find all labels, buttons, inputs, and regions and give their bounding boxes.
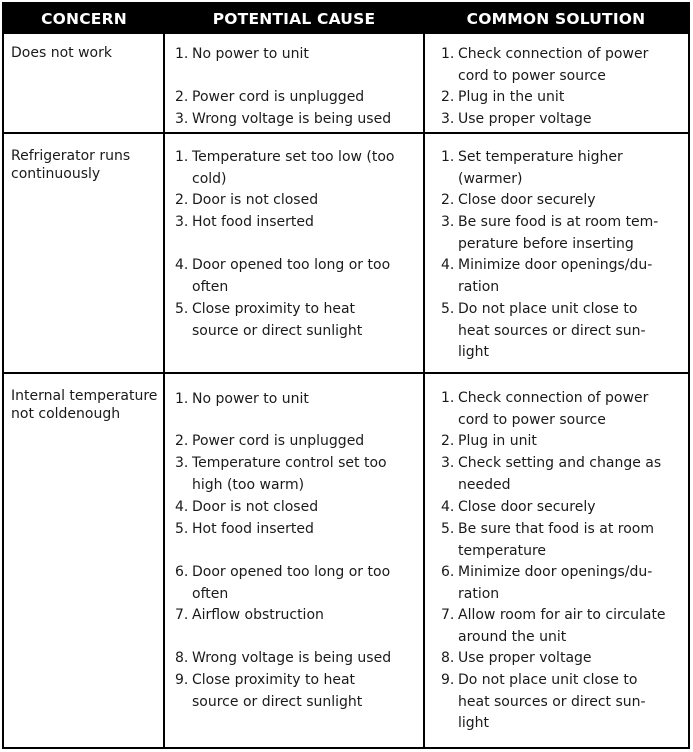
concern-cell [11,387,161,423]
item-text: cord to power source [458,67,606,84]
item-text: Hot food inserted [192,521,314,537]
item-number: 7. [441,607,455,623]
item-text: around the unit [458,628,567,645]
row-divider [4,132,688,134]
column-divider [163,34,165,747]
item-text: Door is not closed [192,192,319,208]
item-text: Check connection of power [458,390,649,406]
item-number: 4. [441,499,455,515]
item-text: No power to unit [192,391,309,407]
item-text: heat sources or direct sun- [458,693,646,710]
item-text: cord to power source [458,411,606,428]
item-number: 9. [441,672,455,688]
item-number: 4. [175,499,189,515]
item-text: (warmer) [458,170,523,187]
item-text: ration [458,278,500,295]
item-text: Check setting and change as [458,455,662,471]
item-text: Hot food inserted [192,214,314,230]
item-text: heat sources or direct sun- [458,322,646,339]
item-text: perature before inserting [458,235,634,252]
concern-cell [11,147,161,183]
item-text: Be sure food is at room tem- [458,214,659,230]
item-number: 9. [175,672,189,688]
item-number: 6. [175,564,189,580]
item-text: cold) [192,170,227,187]
item-text: temperature [458,542,546,559]
item-number: 3. [175,111,189,127]
item-text: Use proper voltage [458,111,592,127]
item-text: Wrong voltage is being used [192,111,392,127]
troubleshooting-table [2,2,690,749]
item-text: Minimize door openings/du- [458,564,653,580]
item-text: No power to unit [192,46,309,62]
item-number: 1. [441,46,455,62]
item-text: Close proximity to heat [192,672,356,688]
item-number: 2. [175,192,189,208]
item-number: 7. [175,607,189,623]
concern-cell [11,44,161,62]
item-text: Plug in unit [458,433,537,449]
item-text: light [458,715,490,732]
item-text: Door is not closed [192,499,319,515]
item-number: 3. [175,214,189,230]
item-text: Do not place unit close to [458,301,638,317]
concern-text: Does not work [11,45,112,61]
concern-text: not coldenough [11,406,121,422]
item-text: Check connection of power [458,46,649,62]
header-potential-cause: POTENTIAL CAUSE [212,10,376,28]
item-number: 2. [175,433,189,449]
item-number: 8. [175,650,189,666]
item-text: Set temperature higher [458,149,623,165]
item-number: 8. [441,650,455,666]
item-text: Airflow obstruction [192,607,324,623]
item-text: Close proximity to heat [192,301,356,317]
item-text: Temperature set too low (too [192,149,395,165]
item-number: 3. [441,455,455,471]
item-number: 6. [441,564,455,580]
item-text: Be sure that food is at room [458,521,654,537]
item-text: ration [458,585,500,602]
item-number: 1. [441,149,455,165]
column-divider [423,34,425,747]
concern-text: continuously [11,166,101,182]
item-number: 2. [441,433,455,449]
item-number: 4. [175,257,189,273]
item-text: needed [458,476,511,493]
item-text: high (too warm) [192,476,305,493]
item-text: Use proper voltage [458,650,592,666]
item-number: 5. [441,521,455,537]
item-text: Allow room for air to circulate [458,607,666,623]
item-number: 5. [441,301,455,317]
item-number: 3. [441,111,455,127]
item-text: Close door securely [458,192,596,208]
item-text: Temperature control set too [192,455,387,471]
item-number: 1. [175,46,189,62]
item-text: Power cord is unplugged [192,89,365,105]
item-text: Close door securely [458,499,596,515]
item-number: 5. [175,521,189,537]
concern-text: Internal temperature [11,388,158,404]
item-number: 4. [441,257,455,273]
table-header [4,4,688,34]
item-text: Power cord is unplugged [192,433,365,449]
header-concern: CONCERN [41,10,127,28]
item-text: often [192,278,229,295]
item-text: source or direct sunlight [192,693,363,710]
header-common-solution: COMMON SOLUTION [466,10,646,28]
item-number: 2. [441,192,455,208]
item-number: 1. [175,391,189,407]
item-text: Door opened too long or too [192,564,391,580]
row-divider [4,372,688,374]
item-text: Plug in the unit [458,89,565,105]
item-number: 1. [175,149,189,165]
item-number: 2. [175,89,189,105]
item-text: often [192,585,229,602]
item-text: Door opened too long or too [192,257,391,273]
item-number: 3. [175,455,189,471]
item-text: light [458,344,490,361]
item-number: 2. [441,89,455,105]
concern-text: Refrigerator runs [11,148,131,164]
item-text: Do not place unit close to [458,672,638,688]
item-text: source or direct sunlight [192,322,363,339]
item-number: 3. [441,214,455,230]
item-number: 1. [441,390,455,406]
item-text: Wrong voltage is being used [192,650,392,666]
item-text: Minimize door openings/du- [458,257,653,273]
item-number: 5. [175,301,189,317]
